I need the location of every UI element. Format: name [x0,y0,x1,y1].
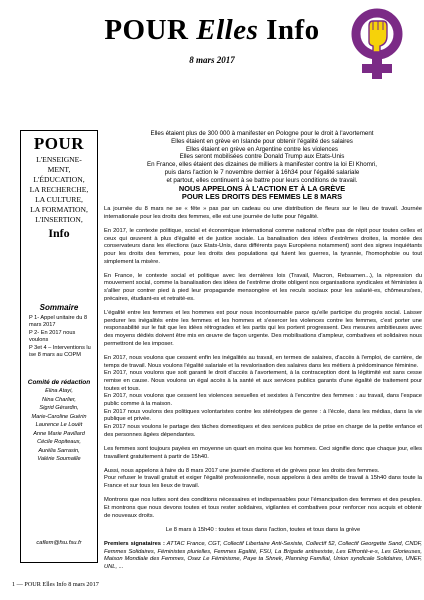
issue-date: 8 mars 2017 [189,55,235,65]
masthead [0,0,424,90]
summary-title: Sommaire [39,303,79,312]
committee-member: Nina Charlier, [42,396,76,403]
committee-member: Sigrid Gérardin, [39,405,79,411]
venus-fist-logo-icon [342,6,412,88]
mission-line: LA CULTURE, [35,195,83,204]
committee-member: Laurence Le Louët [35,422,83,428]
appeal-subheading: POUR LES DROITS DES FEMMES LE 8 MARS [181,192,343,202]
mission-line: L'INSERTION, [35,215,83,224]
sidebar-pour: POUR [33,134,85,153]
committee-member: Elina Atayi, [45,388,73,394]
intro-line: puis dans l'action le 7 novembre dernier à 16h34 pour l'égalité salariale [164,168,360,176]
appeal-heading: NOUS APPELONS À L'ACTION ET À LA GRÈVE [178,183,346,193]
body-paragraph: L'égalité entre les femmes et les hommes est pour nous incontournable parce qu'elle participe du progrès social. Laisser perdurer les inégalités entre les femmes et les hommes et s'exercer les violences contre les femmes, c'est porter une responsabilité sur le fait que les idées rétrogrades et les partis qui les portent progressent. Des mesures ambitieuses avec des moyens dédiés doivent être mis en œuvre de façon urgente. Des mobilisations d'ampleur, combatives et solidaires nous permettront de les imposer. [104,309,422,347]
summary-item: P 3et 4 – Interventions lu ise 8 mars au COPM [29,345,91,358]
intro-line: Elles étaient plus de 300 000 à manifester en Pologne pour le droit à l'avortement [150,130,374,137]
intro-line: Elles seront mobilisées contre Donald Trump aux Etats-Unis [179,153,345,161]
committee-member: Anne Marie Pavillard [33,430,85,437]
logo-cross [362,64,392,73]
intro-line: Elles étaient en grève en Argentine contre les violences [185,145,339,153]
intro-line: En France, elles étaient des dizaines de milliers à manifester contre la loi El Khomri, [146,161,378,169]
title-elles: Elles [196,14,259,46]
sidebar-info: Info [48,226,70,240]
intro-block [102,130,422,202]
closing-line: Le 8 mars à 15h40 : toutes et tous dans l'action, toutes et tous dans la grève [165,526,361,533]
signatories-list: ATTAC France, CGT, Collectif Libertaire Anti-Sexiste, Collectif 52, Collectif Georgette Sand, CNDF, Femmes Solidaires, Féministes plurielles, Femmes Egalité, FSU, La Brigade antisexiste, Les Effronté-e-s, Les Glorieuses, Maison Mondiale des Femmes, Osez Le Féminisme, Paye ta Shnek, Planning Familial, Union syndicale Solidaires, UNEF, UNL, ... [104,540,422,570]
committee-title: Comité de rédaction [27,379,91,386]
body-paragraph: La journée du 8 mars ne se « fête » pas par un cadeau ou une distribution de fleurs sur le lieu de travail. Journée internationale pour les droits des femmes, elle est une journée de lutte pour l'égalité. [104,206,422,220]
committee-member: Cécile Ropiteaux, [37,439,81,445]
body-paragraph: Les femmes sont toujours payées en moyenne un quart en moins que les hommes. Ceci signifie donc que chaque jour, elles travaillent gratuitement à partir de 15h40. [104,445,422,460]
committee-member: Marie-Caroline Guérin [31,413,87,420]
sidebar-mission [21,155,97,225]
title-pour: POUR [104,14,189,46]
contact-email-link[interactable]: caflem@fsu.fsu.fr [36,540,82,546]
demands-paragraph: En 2017, nous voulons que cessent enfin les inégalités au travail, en termes de salaires, d'accès à l'emploi, de carrière, de temps de travail. Nous voulons l'égalité salariale et la revalorisation des salaires dans les métiers à prédominance féminine. En 2017, nous voulons que soit garanti le droit d'accès à l'avortement, à la contraception dont la légitimité est sans cesse remise en cause. Nous voulons un égal accès à la santé et aux services publics garants d'une égalité de traitement pour toutes et tous. En 2017, nous voulons que cessent les violences sexuelles et sexistes à l'encontre des femmes : au travail, dans l'espace public comme à la maison. En 2017 nous voulons des politiques volontaristes contre les stéréotypes de genre : à l'école, dans les médias, dans la vie publique et privée. En 2017 nous voulons le partage des tâches domestiques et des services publics de prise en charge de la petite enfance et des personnes âgées dépendantes. [104,354,422,438]
committee-list [21,387,97,464]
mission-line: L'ÉDUCATION, [33,175,85,184]
summary-item: P 2- En 2017 nous voulons [29,330,76,343]
article-body [104,206,422,578]
signatories [104,541,422,572]
intro-line: et partout, elles continuent à se battre pour leurs conditions de travail. [166,176,358,184]
call-paragraph: Aussi, nous appelons à faire du 8 mars 2017 une journée d'actions et de grèves pour les droits des femmes. Pour refuser le travail gratuit et exiger l'égalité professionnelle, nous appelons à des arrêts de travail à 15h40 dans toute la France et sur tous les lieux de travail. [104,467,422,490]
signatories-label: Premiers signataires : [104,540,165,547]
mission-line: L'ENSEIGNE- [36,155,82,164]
mission-line: LA RECHERCHE, [29,185,89,194]
body-paragraph: Montrons que nos luttes sont des conditions nécessaires et indispensables pour l'émancipation des femmes et des peuples. Et montrons que nous devons toutes et tous rester solidaires, vigilantes et combatives pour renforcer nos acquis et obtenir de nouveaux droits. [104,497,422,519]
summary-item: P 1- Appel unitaire du 8 mars 2017 [29,315,88,328]
mission-line: MENT, [47,165,71,174]
sidebar [20,130,98,563]
committee-member: Valérie Soumaille [37,456,81,462]
title-info: Info [266,14,320,46]
body-paragraph: En 2017, le contexte politique, social et économique international comme national n'offre pas de répit pour toutes celles et ceux qui œuvrent à plus d'égalité et de justice sociale. La banalisation des idées d'extrêmes droites, la montée des conservateurs dans les élections (aux Etats-Unis, dans différents pays Européens notamment) sont des signes inquiétants pour les droits des femmes, pour les droits des populations qui fuient les guerres, la tyrannie, l'homophobie ou tout simplement la misère. [104,227,422,265]
body-paragraph: En France, le contexte social et politique avec les dernières lois (Travail, Macron, Rebsamen...), la répression du mouvement social, comme la banalisation des idées de l'extrême droite obligent nos organisations syndicales et féministes à s'allier pour contrer pied à pied leur propagande mensongère et les reculs sociaux pour les salarié-es, chômeurs/ses, précaires, étudiant-es et retraité-es. [104,272,422,302]
intro-line: Elles étaient en grève en Islande pour obtenir l'égalité des salaires [171,137,353,145]
page-footer: 1 — POUR Elles Info 8 mars 2017 [12,581,99,588]
committee-member: Aurélia Sarrasin, [38,447,80,454]
summary-list [21,315,97,359]
mission-line: LA FORMATION, [30,205,88,214]
